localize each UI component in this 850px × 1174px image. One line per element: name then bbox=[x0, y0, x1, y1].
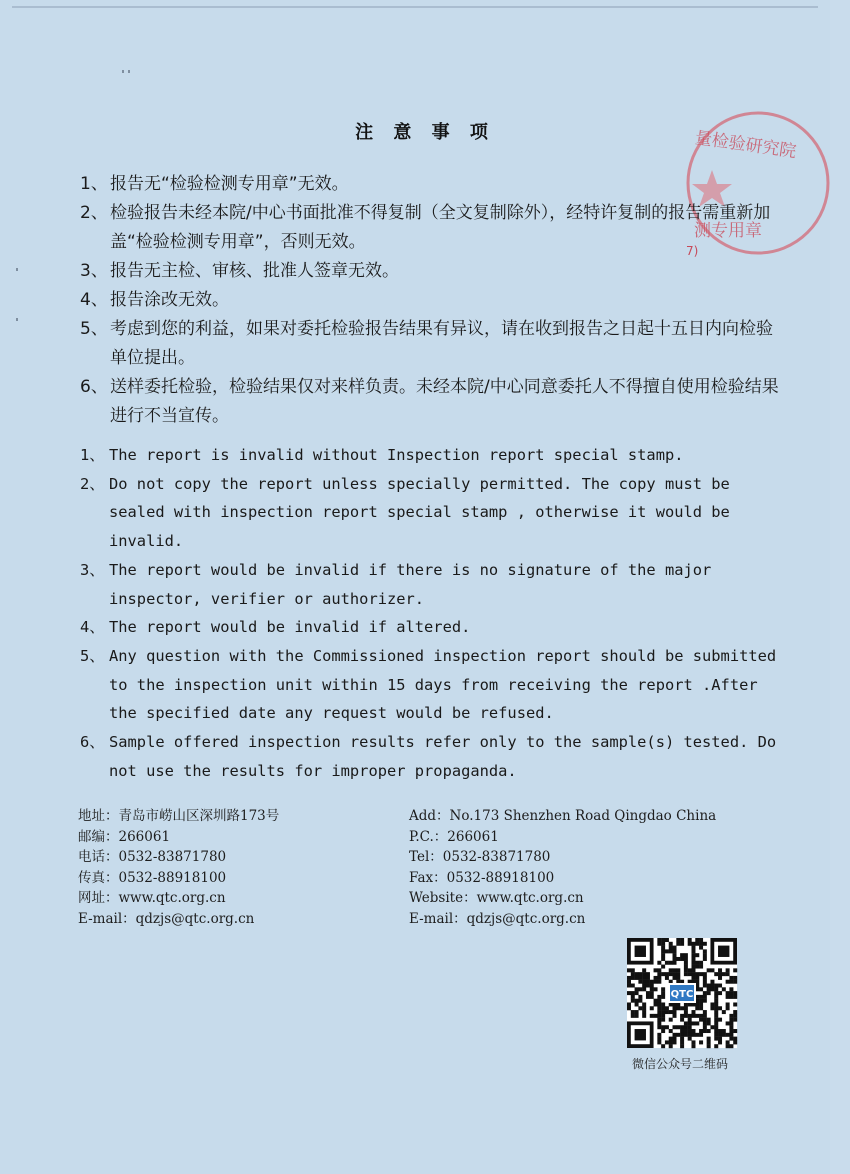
qr-logo-text: QTC bbox=[670, 989, 694, 1000]
chinese-note: 5、 考虑到您的利益，如果对委托检验报告结果有异议，请在收到报告之日起十五日内向检验单位提出。 bbox=[80, 315, 780, 373]
english-note: 3、 The report would be invalid if there is no signature of the major inspector, verifier or authorizer. bbox=[80, 556, 780, 613]
english-note-text: The report would be invalid if altered. bbox=[109, 618, 471, 637]
chinese-note: 3、 报告无主检、审核、批准人签章无效。 bbox=[80, 257, 780, 286]
phone-en: Tel：0532-83871780 bbox=[409, 849, 551, 865]
chinese-note-text: 检验报告未经本院/中心书面批准不得复制（全文复制除外），经特许复制的报告需重新加盖“检验检测专用章”，否则无效。 bbox=[110, 203, 771, 252]
chinese-note-text: 报告无主检、审核、批准人签章无效。 bbox=[110, 261, 399, 281]
english-note: 1、 The report is invalid without Inspection report special stamp. bbox=[80, 441, 780, 470]
paper-speck bbox=[16, 268, 18, 271]
chinese-note-text: 送样委托检验，检验结果仅对来样负责。未经本院/中心同意委托人不得擅自使用检验结果进行不当宣传。 bbox=[110, 377, 779, 426]
contact-block-english bbox=[409, 806, 716, 929]
fax-cn: 传真：0532-88918100 bbox=[78, 869, 227, 886]
chinese-note: 2、 检验报告未经本院/中心书面批准不得复制（全文复制除外），经特许复制的报告需重新加盖“检验检测专用章”，否则无效。 bbox=[80, 199, 780, 257]
svg-text:测专用章: 测专用章 bbox=[694, 221, 762, 241]
email-en: E-mail：qdzjs@qtc.org.cn bbox=[409, 910, 586, 927]
address-cn: 地址：青岛市崂山区深圳路173号 bbox=[78, 808, 280, 824]
paper-speck bbox=[16, 318, 18, 321]
svg-text:量检验研究院: 量检验研究院 bbox=[693, 128, 798, 163]
address-en: Add：No.173 Shenzhen Road Qingdao China bbox=[409, 808, 717, 824]
chinese-note: 1、 报告无“检验检测专用章”无效。 bbox=[80, 170, 780, 199]
english-notes-list bbox=[80, 441, 780, 785]
phone-cn: 电话：0532-83871780 bbox=[78, 849, 227, 865]
english-note: 2、 Do not copy the report unless specially permitted. The copy must be sealed with inspection report special stamp , otherwise it would be invalid. bbox=[80, 470, 780, 556]
fax-en: Fax：0532-88918100 bbox=[409, 869, 555, 886]
stamp-number: 7) bbox=[686, 244, 699, 258]
english-note: 6、 Sample offered inspection results refer only to the sample(s) tested. Do not use the results for improper propaganda. bbox=[80, 728, 780, 785]
english-note: 4、 The report would be invalid if altered. bbox=[80, 613, 780, 642]
page-title: 注 意 事 项 bbox=[355, 122, 495, 143]
english-note-text: Do not copy the report unless specially permitted. The copy must be sealed with inspection report special stamp , otherwise it would be invalid. bbox=[109, 474, 730, 551]
chinese-note-text: 报告涂改无效。 bbox=[110, 290, 229, 310]
contact-block-chinese bbox=[78, 806, 279, 929]
website-cn: 网址：www.qtc.org.cn bbox=[78, 890, 226, 906]
paper-speck bbox=[128, 70, 130, 73]
english-note-text: The report is invalid without Inspection report special stamp. bbox=[109, 446, 684, 464]
english-note-text: Sample offered inspection results refer only to the sample(s) tested. Do not use the results for improper propaganda. bbox=[109, 733, 777, 780]
top-border-line bbox=[12, 6, 818, 8]
qr-code bbox=[627, 938, 737, 1048]
postcode-en: P.C.：266061 bbox=[409, 828, 499, 845]
english-note-text: Any question with the Commissioned inspection report should be submitted to the inspection unit within 15 days from receiving the report .After the specified date any request would be refused. bbox=[109, 646, 777, 723]
email-cn: E-mail：qdzjs@qtc.org.cn bbox=[78, 910, 255, 927]
paper-speck bbox=[122, 70, 124, 73]
chinese-note: 6、 送样委托检验，检验结果仅对来样负责。未经本院/中心同意委托人不得擅自使用检验结果进行不当宣传。 bbox=[80, 373, 780, 431]
chinese-notes-list bbox=[80, 170, 780, 431]
postcode-cn: 邮编：266061 bbox=[78, 828, 171, 845]
chinese-note: 4、 报告涂改无效。 bbox=[80, 286, 780, 315]
english-note-text: The report would be invalid if there is no signature of the major inspector, verifier or authorizer. bbox=[109, 560, 712, 608]
qr-caption: 微信公众号二维码 bbox=[631, 1057, 728, 1071]
english-note: 5、 Any question with the Commissioned inspection report should be submitted to the inspection unit within 15 days from receiving the report .After the specified date any request would be refused. bbox=[80, 642, 780, 728]
website-en: Website：www.qtc.org.cn bbox=[409, 890, 584, 906]
chinese-note-text: 考虑到您的利益，如果对委托检验报告结果有异议，请在收到报告之日起十五日内向检验单位提出。 bbox=[110, 319, 773, 368]
chinese-note-text: 报告无“检验检测专用章”无效。 bbox=[110, 174, 349, 194]
